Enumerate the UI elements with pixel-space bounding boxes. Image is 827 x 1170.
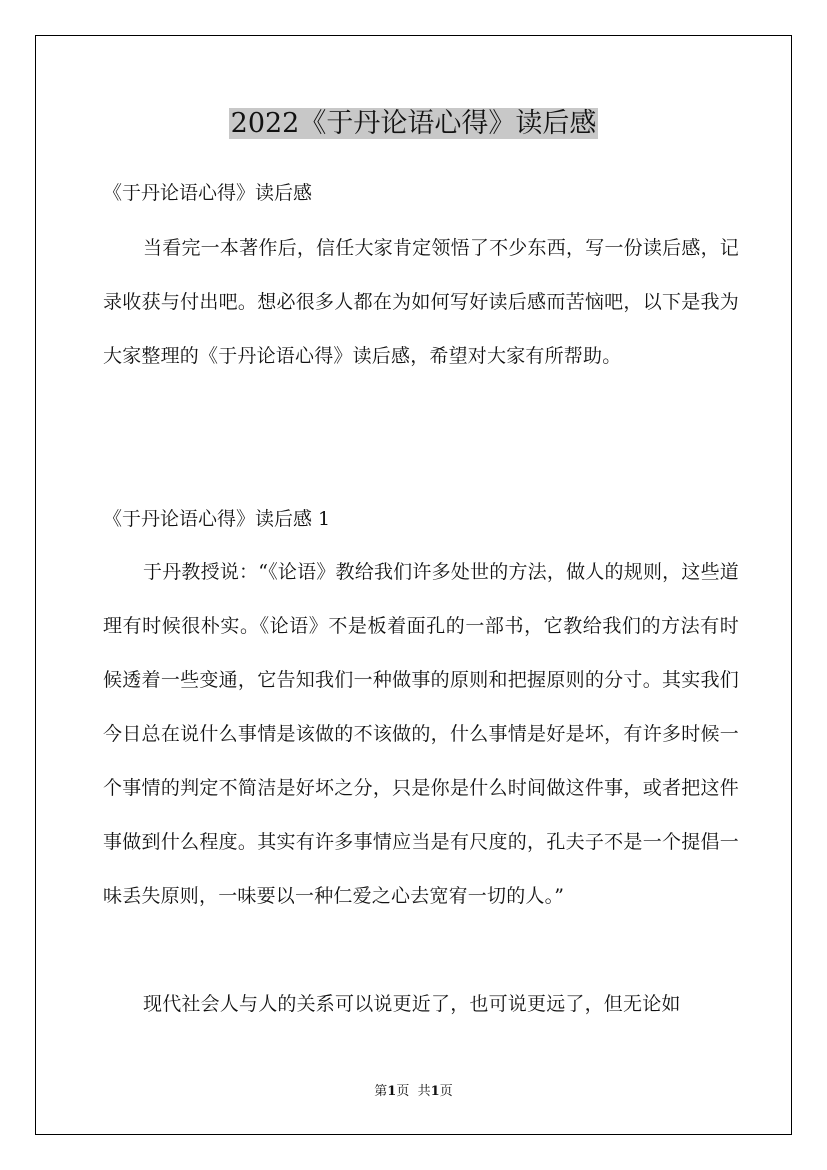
footer-total-prefix: 共 [417,1084,431,1099]
footer-total-suffix: 页 [439,1084,453,1099]
section-1-paragraph-2: 现代社会人与人的关系可以说更近了，也可说更远了，但无论如 [143,993,681,1015]
section-1-paragraph-1: 于丹教授说：“《论语》教给我们许多处世的方法，做人的规则，这些道理有时候很朴实。《论语》不是板着面孔的一部书，它教给我们的方法有时候透着一些变通，它告知我们一种做事的原则和把握原则的分寸。其实我们今日总在说什么事情是该做的不该做的，什么事情是好是坏，有许多时候一个事情的判定不简洁是好坏之分，只是你是什么时间做这件事，或者把这件事做到什么程度。其实有许多事情应当是有尺度的，孔夫子不是一个提倡一味丢失原则，一味要以一种仁爱之心去宽宥一切的人。” [103,561,739,907]
page-footer [0,1083,827,1101]
section-heading-1: 《于丹论语心得》读后感 1 [103,508,331,530]
section-heading-intro: 《于丹论语心得》读后感 [103,182,313,204]
document-title-wrap [0,104,827,144]
intro-paragraph: 当看完一本著作后，信任大家肯定领悟了不少东西，写一份读后感，记录收获与付出吧。想必很多人都在为如何写好读后感而苦恼吧，以下是我为大家整理的《于丹论语心得》读后感，希望对大家有所帮助。 [103,237,739,367]
document-title: 2022《于丹论语心得》读后感 [230,108,597,139]
footer-page-number: 1 [387,1084,397,1099]
footer-page-suffix: 页 [396,1084,410,1099]
footer-total-pages: 1 [430,1084,440,1099]
footer-page-prefix: 第 [374,1084,388,1099]
